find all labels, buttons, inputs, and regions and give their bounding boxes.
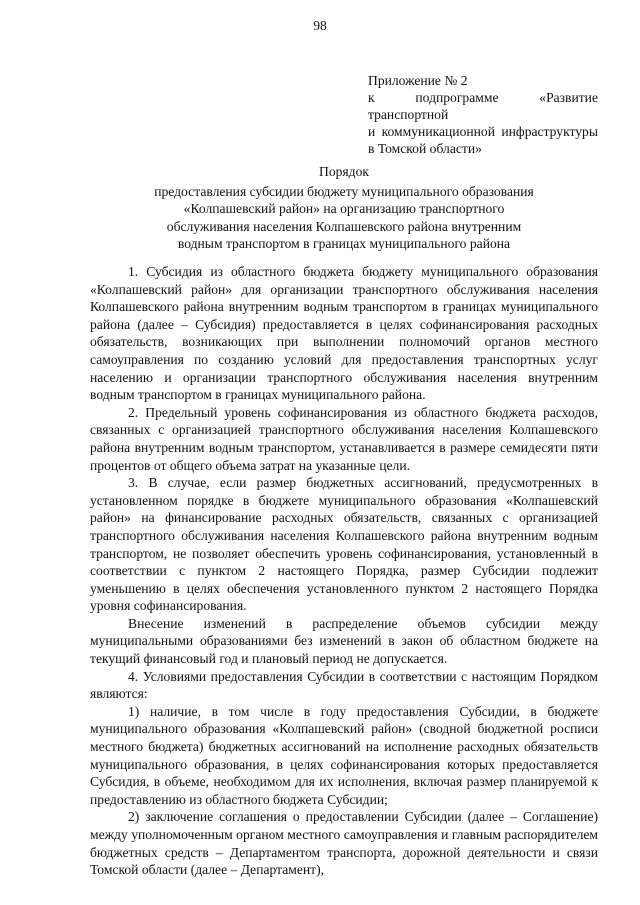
appendix-note — [368, 72, 598, 157]
appendix-line-4: в Томской области» — [368, 141, 482, 156]
page-number: 98 — [313, 18, 327, 33]
paragraph-4-item-2: 2) заключение соглашения о предоставлении Субсидии (далее – Соглашение) между уполномоченным органом местного самоуправления и главным распорядителем бюджетных средств – Департаментом транспорта, дорожной деятельности и связи Томской области (далее – Департамент), — [90, 809, 598, 878]
appendix-line-1: Приложение № 2 — [368, 73, 468, 88]
paragraph-3: 3. В случае, если размер бюджетных ассигнований, предусмотренных в установленном порядке в бюджете муниципального образования «Колпашевский район» на финансирование расходных обязательств, связанных с организацией транспортного обслуживания населения Колпашевского района внутренним водным транспортом, не позволяет обеспечить уровень софинансирования, установленный в соответствии с пунктом 2 настоящего Порядка, размер Субсидии подлежит уменьшению в целях обеспечения установленного пунктом 2 настоящего Порядка уровня софинансирования. — [90, 475, 598, 614]
paragraph-4-item-1: 1) наличие, в том числе в году предоставления Субсидии, в бюджете муниципального образования «Колпашевский район» (сводной бюджетной росписи местного бюджета) бюджетных ассигнований на исполнение расходных обязательств муниципального образования, в целях софинансирования которых предоставляется Субсидия, в объеме, необходимом для их исполнения, включая размер планируемой к предоставлению из областного бюджета Субсидии; — [90, 703, 598, 807]
title-line-4: водным транспортом в границах муниципального района — [177, 236, 511, 251]
document-title — [90, 163, 598, 253]
appendix-line-3: и коммуникационной инфраструктуры — [368, 124, 598, 139]
paragraph-2: 2. Предельный уровень софинансирования из областного бюджета расходов, связанных с организацией транспортного обслуживания населения Колпашевского района внутренним водным транспортом, устанавливается в размере семидесяти пяти процентов от общего объема затрат на указанные цели. — [90, 404, 598, 473]
paragraph-1: 1. Субсидия из областного бюджета бюджету муниципального образования «Колпашевский район» для организации транспортного обслуживания населения Колпашевского района внутренним водным транспортом в границах муниципального района (далее – Субсидия) предоставляется в целях софинансирования расходных обязательств, возникающих при выполнении полномочий органов местного самоуправления по созданию условий для предоставления транспортных услуг населению и организации транспортного обслуживания населения внутренним водным транспортом в границах муниципального района. — [90, 264, 598, 403]
appendix-line-2: к подпрограмме «Развитие транспортной — [368, 90, 598, 122]
paragraph-4: 4. Условиями предоставления Субсидии в соответствии с настоящим Порядком являются: — [90, 668, 598, 702]
title-line-1: предоставления субсидии бюджету муниципального образования — [154, 183, 534, 199]
document-body — [90, 263, 598, 879]
title-heading: Порядок — [319, 164, 369, 179]
title-line-3: обслуживания населения Колпашевского района внутренним — [166, 218, 522, 234]
paragraph-3-amendment: Внесение изменений в распределение объемов субсидии между муниципальными образованиями без изменений в закон об областном бюджете на текущий финансовый год и плановый период не допускается. — [90, 615, 598, 667]
title-line-2: «Колпашевский район» на организацию транспортного — [183, 201, 505, 216]
